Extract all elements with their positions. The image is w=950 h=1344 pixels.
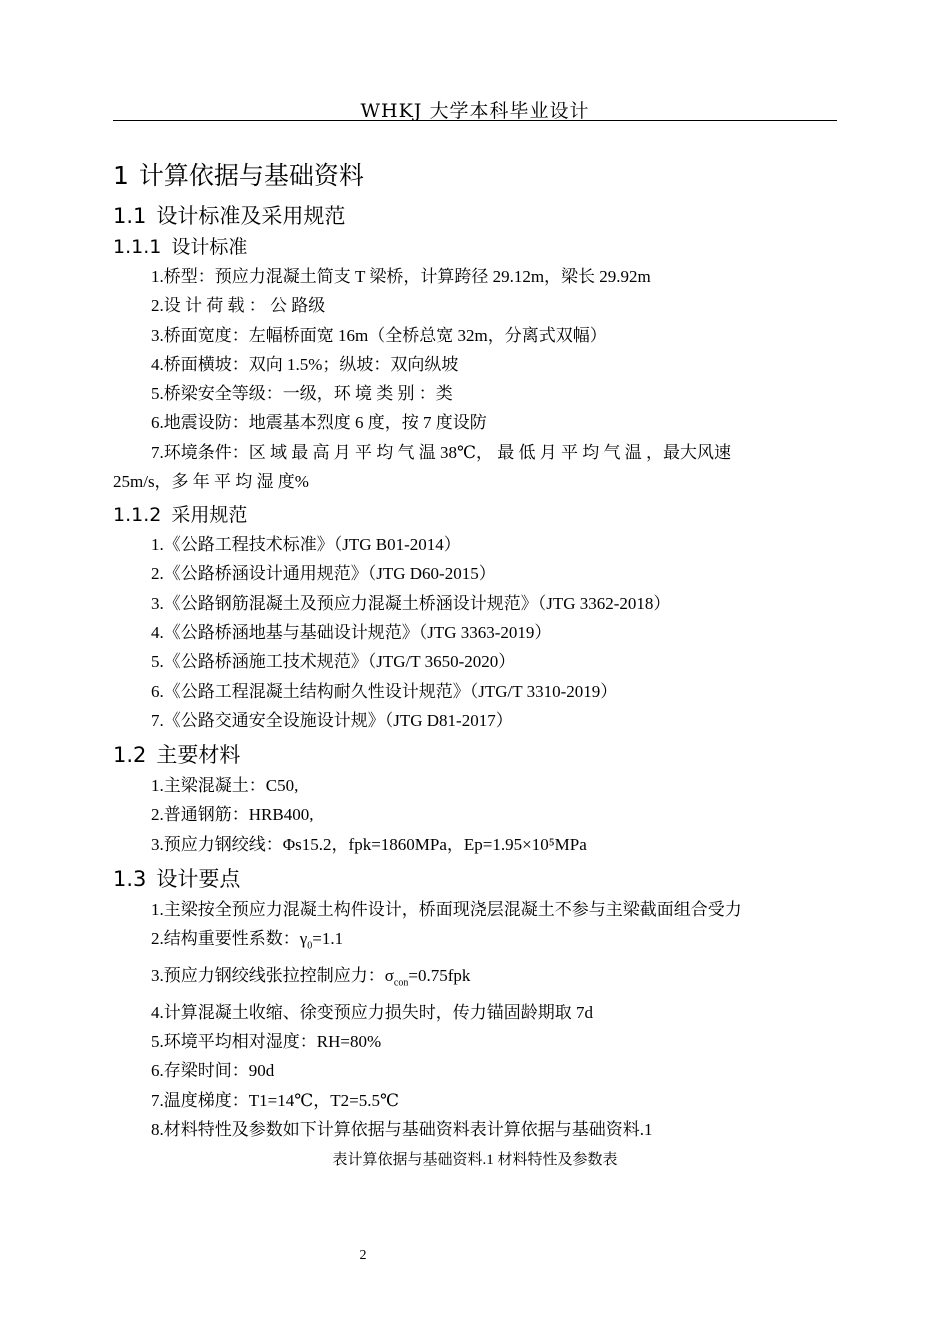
page-header: WHKJ 大学本科毕业设计 (360, 100, 590, 122)
list-item: 7.温度梯度：T1=14℃，T2=5.5℃ (151, 1090, 399, 1110)
list-item: 1.桥型：预应力混凝土简支 T 梁桥，计算跨径 29.12m，梁长 29.92m (151, 267, 651, 286)
gamma-symbol: γ (299, 929, 308, 949)
subsection-heading-1-1-1 (113, 232, 837, 262)
list-item: 5.《公路桥涵施工技术规范》（JTG/T 3650-2020） (151, 652, 516, 672)
table-caption: 表计算依据与基础资料.1 材料特性及参数表 (332, 1152, 618, 1169)
section-heading-1-1 (113, 200, 837, 232)
list-item: 2.普通钢筋：HRB400, (151, 805, 314, 825)
list-item: 2.《公路桥涵设计通用规范》（JTG D60-2015） (151, 564, 496, 584)
list-item: 1.主梁混凝土：C50, (151, 776, 299, 796)
header-rule (113, 120, 837, 121)
list-item: 1.主梁按全预应力混凝土构件设计，桥面现浇层混凝土不参与主梁截面组合受力 (151, 900, 742, 920)
list-item (113, 961, 837, 998)
sigma-value: =0.75fpk (408, 966, 471, 986)
list-item (113, 924, 837, 961)
section-heading-1-3 (113, 863, 837, 895)
sigma-symbol: σ (384, 966, 394, 986)
list-item: 6.存梁时间：90d (151, 1061, 275, 1081)
design-points-list (113, 895, 837, 1144)
gamma-subscript: 0 (307, 940, 313, 952)
list-item: 1.《公路工程技术标准》（JTG B01-2014） (151, 535, 461, 555)
subsection-number: 1.1.2 (113, 504, 162, 527)
section-title: 设计标准及采用规范 (156, 204, 346, 228)
section-number: 1.1 (113, 204, 147, 228)
page-content (113, 158, 837, 1174)
list-item: 2.设 计 荷 载 ： 公 路级 (151, 296, 326, 316)
subsection-number: 1.1.1 (113, 236, 162, 258)
list-item: 3.预应力钢绞线：Φs15.2，fpk=1860MPa，Ep=1.95×10⁵MPa (151, 834, 587, 854)
sigma-subscript: con (393, 977, 409, 989)
list-item-continuation: 25m/s，多 年 平 均 湿 度% (113, 472, 309, 492)
materials-list (113, 771, 837, 859)
list-item: 4.桥面横坡：双向 1.5%；纵坡：双向纵坡 (151, 354, 459, 374)
list-item: 7.环境条件：区 域 最 高 月 平 均 气 温 38℃， 最 低 月 平 均 气 温 ，最大风速 (151, 442, 732, 462)
list-item: 5.桥梁安全等级：一级，环 境 类 别 ：类 (151, 384, 453, 404)
section-number: 1.2 (113, 743, 147, 768)
chapter-number: 1 (113, 161, 129, 190)
section-title: 设计要点 (156, 867, 241, 892)
subsection-title: 采用规范 (171, 504, 248, 527)
subsection-heading-1-1-2 (113, 500, 837, 530)
list-item: 3.桥面宽度：左幅桥面宽 16m（全桥总宽 32m，分离式双幅） (151, 325, 607, 345)
page-number: 2 (359, 1248, 367, 1263)
section-title: 主要材料 (156, 743, 241, 768)
gamma-value: =1.1 (312, 929, 344, 949)
list-item: 7.《公路交通安全设施设计规》（JTG D81-2017） (151, 710, 513, 730)
chapter-heading (113, 158, 837, 194)
section-heading-1-2 (113, 739, 837, 771)
subsection-title: 设计标准 (171, 236, 248, 258)
item-text: 3.预应力钢绞线张拉控制应力： (151, 966, 385, 986)
list-item: 6.地震设防：地震基本烈度 6 度，按 7 度设防 (151, 413, 487, 433)
chapter-title: 计算依据与基础资料 (138, 161, 364, 190)
list-item: 4.《公路桥涵地基与基础设计规范》（JTG 3363-2019） (151, 622, 552, 642)
list-item: 5.环境平均相对湿度：RH=80% (151, 1032, 382, 1052)
design-standards-list (113, 262, 837, 467)
specifications-list (113, 530, 837, 735)
list-item: 4.计算混凝土收缩、徐变预应力损失时，传力锚固龄期取 7d (151, 1002, 593, 1022)
list-item: 3.《公路钢筋混凝土及预应力混凝土桥涵设计规范》（JTG 3362-2018） (151, 593, 671, 613)
list-item: 8.材料特性及参数如下计算依据与基础资料表计算依据与基础资料.1 (151, 1119, 653, 1139)
section-number: 1.3 (113, 867, 147, 892)
list-item: 6.《公路工程混凝土结构耐久性设计规范》（JTG/T 3310-2019） (151, 681, 618, 701)
item-text: 2.结构重要性系数： (151, 929, 300, 949)
